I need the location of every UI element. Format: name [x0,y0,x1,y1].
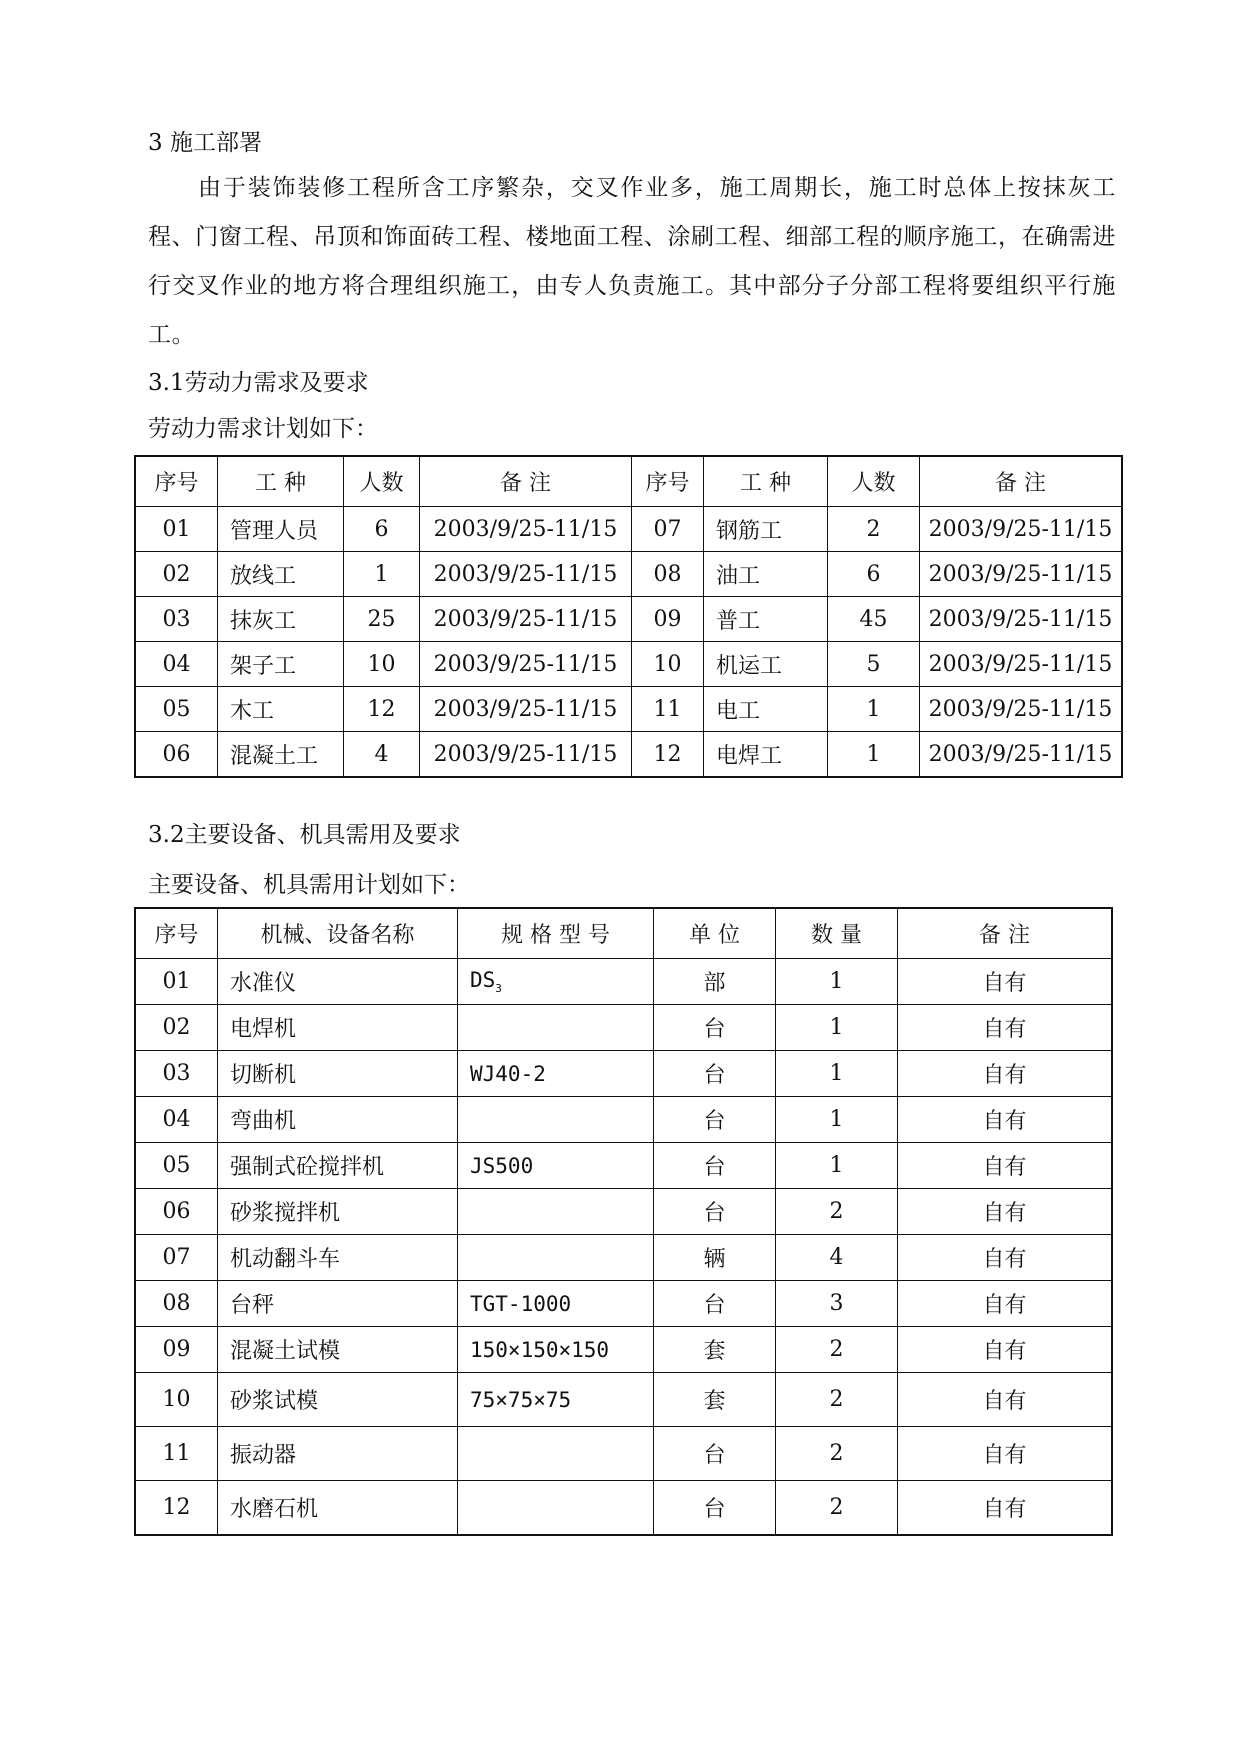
labor-trade-cell: 电工 [704,687,828,732]
labor-no-cell: 06 [136,732,218,777]
spec-subscript: 3 [495,982,502,996]
equipment-unit-cell: 台 [654,1481,776,1535]
labor-no-cell: 01 [136,507,218,552]
equipment-header-cell: 序号 [136,909,218,959]
labor-note-cell: 2003/9/25-11/15 [420,642,632,687]
equipment-note-cell: 自有 [898,1327,1112,1373]
labor-trade-cell: 油工 [704,552,828,597]
labor-no-cell: 11 [632,687,704,732]
equipment-unit-cell: 台 [654,1005,776,1051]
equipment-qty-cell: 2 [776,1327,898,1373]
equipment-header-row [136,909,1112,959]
labor-count-cell: 1 [828,732,920,777]
labor-note-cell: 2003/9/25-11/15 [420,507,632,552]
labor-table-row [136,597,1122,642]
labor-trade-cell: 抹灰工 [218,597,344,642]
equipment-note-cell: 自有 [898,1373,1112,1427]
labor-count-cell: 6 [828,552,920,597]
equipment-unit-cell: 套 [654,1373,776,1427]
labor-header-cell: 序号 [632,457,704,507]
equipment-header-cell: 单 位 [654,909,776,959]
equipment-name-cell: 强制式砼搅拌机 [218,1143,458,1189]
equipment-table-row [136,1427,1112,1481]
equipment-table-row [136,1005,1112,1051]
equipment-spec-cell [458,1097,654,1143]
labor-count-cell: 10 [344,642,420,687]
equipment-header-cell: 数 量 [776,909,898,959]
labor-header-cell: 工 种 [704,457,828,507]
labor-count-cell: 5 [828,642,920,687]
equipment-note-cell: 自有 [898,1051,1112,1097]
labor-table-row [136,642,1122,687]
labor-note-cell: 2003/9/25-11/15 [920,732,1122,777]
equipment-note-cell: 自有 [898,1481,1112,1535]
equipment-table-row [136,1189,1112,1235]
equipment-qty-cell: 4 [776,1235,898,1281]
labor-no-cell: 12 [632,732,704,777]
labor-no-cell: 09 [632,597,704,642]
labor-trade-cell: 钢筋工 [704,507,828,552]
labor-count-cell: 6 [344,507,420,552]
equipment-name-cell: 混凝土试模 [218,1327,458,1373]
equipment-unit-cell: 台 [654,1143,776,1189]
equipment-no-cell: 05 [136,1143,218,1189]
labor-header-cell: 人数 [344,457,420,507]
labor-heading: 3.1劳动力需求及要求 [148,370,369,396]
labor-table [135,456,1122,777]
equipment-header-cell: 机械、设备名称 [218,909,458,959]
labor-trade-cell: 机运工 [704,642,828,687]
equipment-no-cell: 08 [136,1281,218,1327]
equipment-table [135,908,1112,1535]
labor-intro: 劳动力需求计划如下： [148,416,378,442]
labor-no-cell: 08 [632,552,704,597]
equipment-unit-cell: 套 [654,1327,776,1373]
equipment-table-row [136,959,1112,1005]
equipment-spec-cell: TGT-1000 [458,1281,654,1327]
equipment-spec-cell: 150×150×150 [458,1327,654,1373]
equipment-spec-cell: JS500 [458,1143,654,1189]
equipment-qty-cell: 2 [776,1481,898,1535]
labor-table-body [136,457,1122,777]
equipment-name-cell: 电焊机 [218,1005,458,1051]
equipment-qty-cell: 2 [776,1189,898,1235]
equipment-qty-cell: 2 [776,1373,898,1427]
equipment-unit-cell: 台 [654,1051,776,1097]
labor-note-cell: 2003/9/25-11/15 [920,642,1122,687]
labor-no-cell: 04 [136,642,218,687]
labor-no-cell: 07 [632,507,704,552]
labor-header-cell: 工 种 [218,457,344,507]
labor-table-row [136,507,1122,552]
section-paragraph: 由于装饰装修工程所含工序繁杂，交叉作业多，施工周期长，施工时总体上按抹灰工程、门窗工程、吊顶和饰面砖工程、楼地面工程、涂刷工程、细部工程的顺序施工，在确需进行交叉作业的地方将合理组织施工，由专人负责施工。其中部分子分部工程将要组织平行施工。 [148,175,1116,348]
equipment-header-cell: 规 格 型 号 [458,909,654,959]
labor-trade-cell: 普工 [704,597,828,642]
labor-note-cell: 2003/9/25-11/15 [920,687,1122,732]
equipment-note-cell: 自有 [898,1189,1112,1235]
equipment-name-cell: 弯曲机 [218,1097,458,1143]
equipment-name-cell: 砂浆试模 [218,1373,458,1427]
equipment-no-cell: 04 [136,1097,218,1143]
labor-count-cell: 4 [344,732,420,777]
labor-count-cell: 12 [344,687,420,732]
equipment-table-row [136,1373,1112,1427]
labor-count-cell: 1 [828,687,920,732]
equipment-no-cell: 03 [136,1051,218,1097]
equipment-qty-cell: 1 [776,959,898,1005]
equipment-name-cell: 振动器 [218,1427,458,1481]
equipment-qty-cell: 2 [776,1427,898,1481]
labor-header-row [136,457,1122,507]
equipment-table-row [136,1481,1112,1535]
equipment-unit-cell: 台 [654,1189,776,1235]
equipment-qty-cell: 1 [776,1097,898,1143]
equipment-note-cell: 自有 [898,959,1112,1005]
equipment-spec-cell [458,959,654,1005]
equipment-qty-cell: 3 [776,1281,898,1327]
equipment-qty-cell: 1 [776,1051,898,1097]
labor-note-cell: 2003/9/25-11/15 [920,507,1122,552]
equipment-name-cell: 机动翻斗车 [218,1235,458,1281]
labor-no-cell: 03 [136,597,218,642]
labor-note-cell: 2003/9/25-11/15 [920,597,1122,642]
labor-table-row [136,552,1122,597]
equipment-note-cell: 自有 [898,1427,1112,1481]
labor-no-cell: 10 [632,642,704,687]
equipment-unit-cell: 辆 [654,1235,776,1281]
equipment-table-row [136,1281,1112,1327]
equipment-qty-cell: 1 [776,1005,898,1051]
labor-trade-cell: 管理人员 [218,507,344,552]
labor-count-cell: 45 [828,597,920,642]
labor-note-cell: 2003/9/25-11/15 [920,552,1122,597]
equipment-note-cell: 自有 [898,1005,1112,1051]
labor-note-cell: 2003/9/25-11/15 [420,732,632,777]
equipment-qty-cell: 1 [776,1143,898,1189]
labor-note-cell: 2003/9/25-11/15 [420,687,632,732]
labor-trade-cell: 木工 [218,687,344,732]
equipment-unit-cell: 台 [654,1427,776,1481]
equipment-unit-cell: 部 [654,959,776,1005]
labor-header-cell: 备 注 [420,457,632,507]
equipment-note-cell: 自有 [898,1143,1112,1189]
equipment-no-cell: 02 [136,1005,218,1051]
equipment-spec-cell [458,1235,654,1281]
equipment-table-row [136,1097,1112,1143]
equipment-heading: 3.2主要设备、机具需用及要求 [148,822,461,848]
equipment-spec-cell: 75×75×75 [458,1373,654,1427]
equipment-spec-cell: WJ40-2 [458,1051,654,1097]
labor-table-row [136,687,1122,732]
spec-text: DS [470,967,496,992]
equipment-name-cell: 切断机 [218,1051,458,1097]
labor-no-cell: 05 [136,687,218,732]
equipment-no-cell: 11 [136,1427,218,1481]
labor-count-cell: 2 [828,507,920,552]
equipment-no-cell: 12 [136,1481,218,1535]
equipment-no-cell: 09 [136,1327,218,1373]
equipment-name-cell: 砂浆搅拌机 [218,1189,458,1235]
labor-count-cell: 25 [344,597,420,642]
labor-no-cell: 02 [136,552,218,597]
equipment-table-body [136,909,1112,1535]
equipment-header-cell: 备 注 [898,909,1112,959]
equipment-name-cell: 台秤 [218,1281,458,1327]
equipment-spec-cell [458,1189,654,1235]
equipment-spec-cell [458,1005,654,1051]
equipment-spec-cell [458,1481,654,1535]
equipment-unit-cell: 台 [654,1097,776,1143]
equipment-no-cell: 06 [136,1189,218,1235]
labor-header-cell: 备 注 [920,457,1122,507]
equipment-table-row [136,1143,1112,1189]
equipment-table-row [136,1327,1112,1373]
equipment-unit-cell: 台 [654,1281,776,1327]
equipment-no-cell: 10 [136,1373,218,1427]
equipment-table-row [136,1235,1112,1281]
labor-trade-cell: 放线工 [218,552,344,597]
equipment-name-cell: 水磨石机 [218,1481,458,1535]
equipment-note-cell: 自有 [898,1235,1112,1281]
equipment-table-row [136,1051,1112,1097]
labor-count-cell: 1 [344,552,420,597]
labor-trade-cell: 混凝土工 [218,732,344,777]
equipment-no-cell: 07 [136,1235,218,1281]
labor-trade-cell: 电焊工 [704,732,828,777]
labor-note-cell: 2003/9/25-11/15 [420,597,632,642]
labor-note-cell: 2003/9/25-11/15 [420,552,632,597]
equipment-spec-cell [458,1427,654,1481]
section-heading: 3 施工部署 [148,130,262,156]
labor-header-cell: 人数 [828,457,920,507]
labor-table-row [136,732,1122,777]
equipment-note-cell: 自有 [898,1281,1112,1327]
equipment-intro: 主要设备、机具需用计划如下： [148,872,470,898]
equipment-note-cell: 自有 [898,1097,1112,1143]
labor-trade-cell: 架子工 [218,642,344,687]
equipment-no-cell: 01 [136,959,218,1005]
equipment-name-cell: 水准仪 [218,959,458,1005]
labor-header-cell: 序号 [136,457,218,507]
